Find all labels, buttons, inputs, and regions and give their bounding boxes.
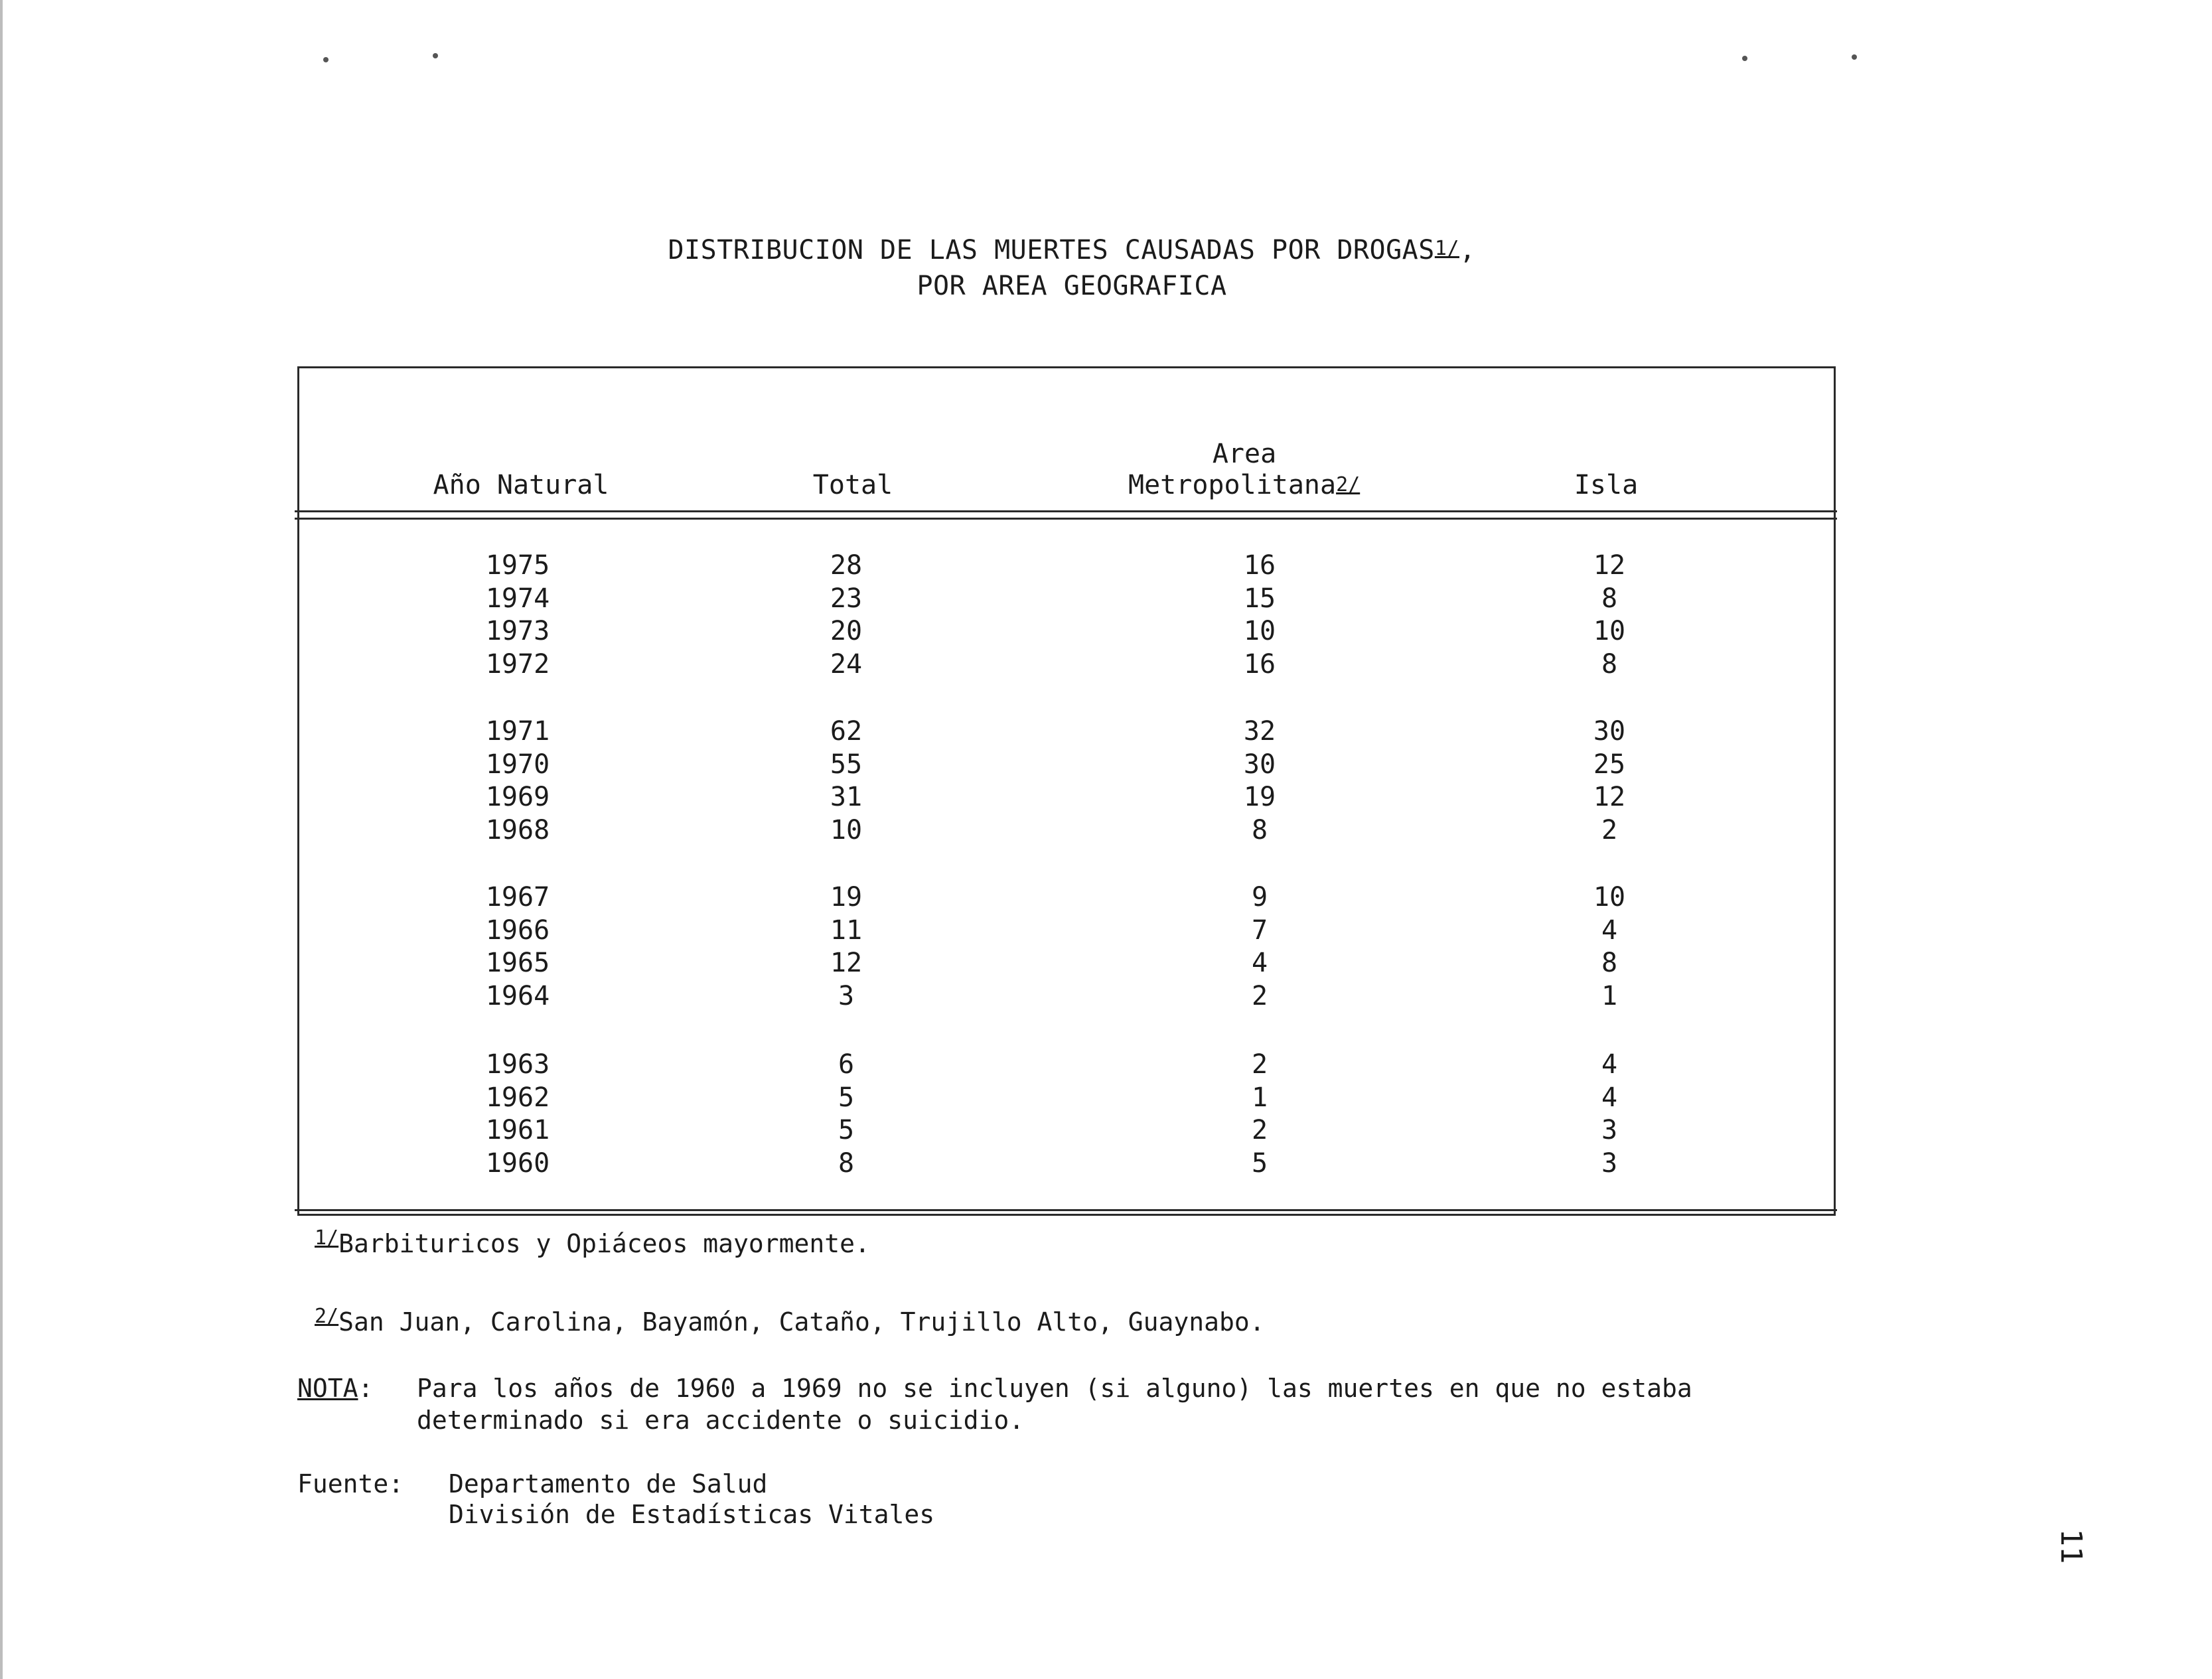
fuente-label: Fuente: xyxy=(297,1469,404,1498)
footnote-2-text: San Juan, Carolina, Bayamón, Cataño, Trujillo Alto, Guaynabo. xyxy=(338,1307,1265,1337)
nota-label xyxy=(297,1372,373,1404)
table-cell-year: 1975 xyxy=(485,550,550,581)
table-cell-isla: 2 xyxy=(1601,814,1618,845)
table-cell-isla: 4 xyxy=(1601,914,1618,946)
table-cell-isla: 12 xyxy=(1593,782,1626,812)
nota-line-2: determinado si era accidente o suicidio. xyxy=(417,1406,1025,1435)
title-suffix: , xyxy=(1459,235,1476,265)
table-cell-metro: 1 xyxy=(1251,1082,1268,1113)
page-edge xyxy=(0,0,3,1679)
header-year: Año Natural xyxy=(433,470,609,500)
title-line-2: POR AREA GEOGRAFICA xyxy=(917,271,1227,301)
scan-speck xyxy=(323,57,329,62)
page-number: 11 xyxy=(2054,1528,2088,1564)
title-line-1 xyxy=(465,234,1679,269)
table-cell-total: 10 xyxy=(830,814,863,845)
footnote-1-mark: 1/ xyxy=(315,1226,339,1250)
footnote-2 xyxy=(315,1306,1265,1341)
table-cell-total: 6 xyxy=(838,1049,855,1080)
table-cell-total: 55 xyxy=(830,749,863,780)
table-cell-total: 28 xyxy=(830,550,863,581)
table-cell-isla: 25 xyxy=(1593,749,1626,780)
table-cell-isla: 3 xyxy=(1601,1115,1618,1145)
table-cell-metro: 5 xyxy=(1251,1147,1268,1179)
table-cell-isla: 8 xyxy=(1601,948,1618,978)
header-isla: Isla xyxy=(1574,470,1639,500)
header-metro-footnote-ref: 2/ xyxy=(1336,473,1361,496)
document-title xyxy=(465,234,1679,303)
table-cell-metro: 19 xyxy=(1243,782,1276,812)
table-cell-isla: 10 xyxy=(1593,882,1626,913)
table-cell-isla: 1 xyxy=(1601,980,1618,1011)
table-cell-year: 1968 xyxy=(485,814,550,845)
header-rule-top xyxy=(295,510,1837,512)
table-cell-total: 62 xyxy=(830,716,863,747)
scan-speck xyxy=(433,53,438,58)
nota-label-colon: : xyxy=(358,1374,374,1403)
table-cell-isla: 8 xyxy=(1601,648,1618,680)
table-cell-year: 1972 xyxy=(485,648,550,680)
table-cell-isla: 4 xyxy=(1601,1082,1618,1113)
title-text: DISTRIBUCION DE LAS MUERTES CAUSADAS POR DROGAS xyxy=(668,235,1435,265)
table-cell-total: 3 xyxy=(838,980,855,1011)
table-cell-year: 1963 xyxy=(485,1049,550,1080)
header-metro-label: Metropolitana xyxy=(1128,470,1337,500)
table-cell-isla: 12 xyxy=(1593,550,1626,581)
table-cell-year: 1971 xyxy=(485,716,550,747)
table-cell-year: 1974 xyxy=(485,583,550,614)
table-cell-isla: 8 xyxy=(1601,583,1618,614)
table-cell-isla: 30 xyxy=(1593,716,1626,747)
scan-speck xyxy=(1852,54,1857,60)
table-cell-total: 5 xyxy=(838,1115,855,1145)
table-cell-year: 1965 xyxy=(485,948,550,978)
table-cell-metro: 9 xyxy=(1251,882,1268,913)
table-cell-metro: 16 xyxy=(1243,648,1276,680)
table-cell-year: 1960 xyxy=(485,1147,550,1179)
table-cell-total: 23 xyxy=(830,583,863,614)
table-cell-year: 1970 xyxy=(485,749,550,780)
table-cell-metro: 30 xyxy=(1243,749,1276,780)
fuente-line-2: División de Estadísticas Vitales xyxy=(449,1500,935,1529)
table-cell-total: 20 xyxy=(830,616,863,646)
table-cell-total: 31 xyxy=(830,782,863,812)
scan-speck xyxy=(1742,56,1747,61)
table-cell-metro: 2 xyxy=(1251,980,1268,1011)
table-cell-metro: 2 xyxy=(1251,1049,1268,1080)
table-cell-year: 1961 xyxy=(485,1115,550,1145)
fuente-line-1: Departamento de Salud xyxy=(449,1469,768,1498)
table-cell-metro: 10 xyxy=(1243,616,1276,646)
header-rule-bottom xyxy=(295,518,1837,520)
table-cell-isla: 10 xyxy=(1593,616,1626,646)
table-cell-total: 5 xyxy=(838,1082,855,1113)
table-cell-total: 12 xyxy=(830,948,863,978)
footnote-1-text: Barbituricos y Opiáceos mayormente. xyxy=(338,1229,870,1258)
table-cell-year: 1969 xyxy=(485,782,550,812)
table-cell-metro: 16 xyxy=(1243,550,1276,581)
title-footnote-ref: 1/ xyxy=(1434,237,1459,260)
table-cell-year: 1967 xyxy=(485,882,550,913)
table-cell-isla: 3 xyxy=(1601,1147,1618,1179)
table-cell-metro: 4 xyxy=(1251,948,1268,978)
table-cell-total: 19 xyxy=(830,882,863,913)
table-cell-year: 1973 xyxy=(485,616,550,646)
table-cell-total: 24 xyxy=(830,648,863,680)
table-cell-metro: 7 xyxy=(1251,914,1268,946)
table-cell-year: 1962 xyxy=(485,1082,550,1113)
table-cell-total: 11 xyxy=(830,914,863,946)
table-cell-metro: 15 xyxy=(1243,583,1276,614)
table-bottom-rule xyxy=(295,1209,1837,1211)
header-total: Total xyxy=(812,470,893,500)
table-cell-metro: 8 xyxy=(1251,814,1268,845)
table-cell-year: 1964 xyxy=(485,980,550,1011)
header-metro-top: Area xyxy=(1212,439,1277,469)
table-cell-metro: 2 xyxy=(1251,1115,1268,1145)
nota-label-text: NOTA xyxy=(297,1374,358,1403)
table-cell-metro: 32 xyxy=(1243,716,1276,747)
nota-line-1: Para los años de 1960 a 1969 no se incluyen (si alguno) las muertes en que no estaba xyxy=(417,1374,1692,1403)
table-cell-isla: 4 xyxy=(1601,1049,1618,1080)
header-metro xyxy=(1128,469,1447,504)
table-cell-total: 8 xyxy=(838,1147,855,1179)
footnote-2-mark: 2/ xyxy=(315,1305,339,1328)
footnote-1 xyxy=(315,1228,870,1262)
table-cell-year: 1966 xyxy=(485,914,550,946)
